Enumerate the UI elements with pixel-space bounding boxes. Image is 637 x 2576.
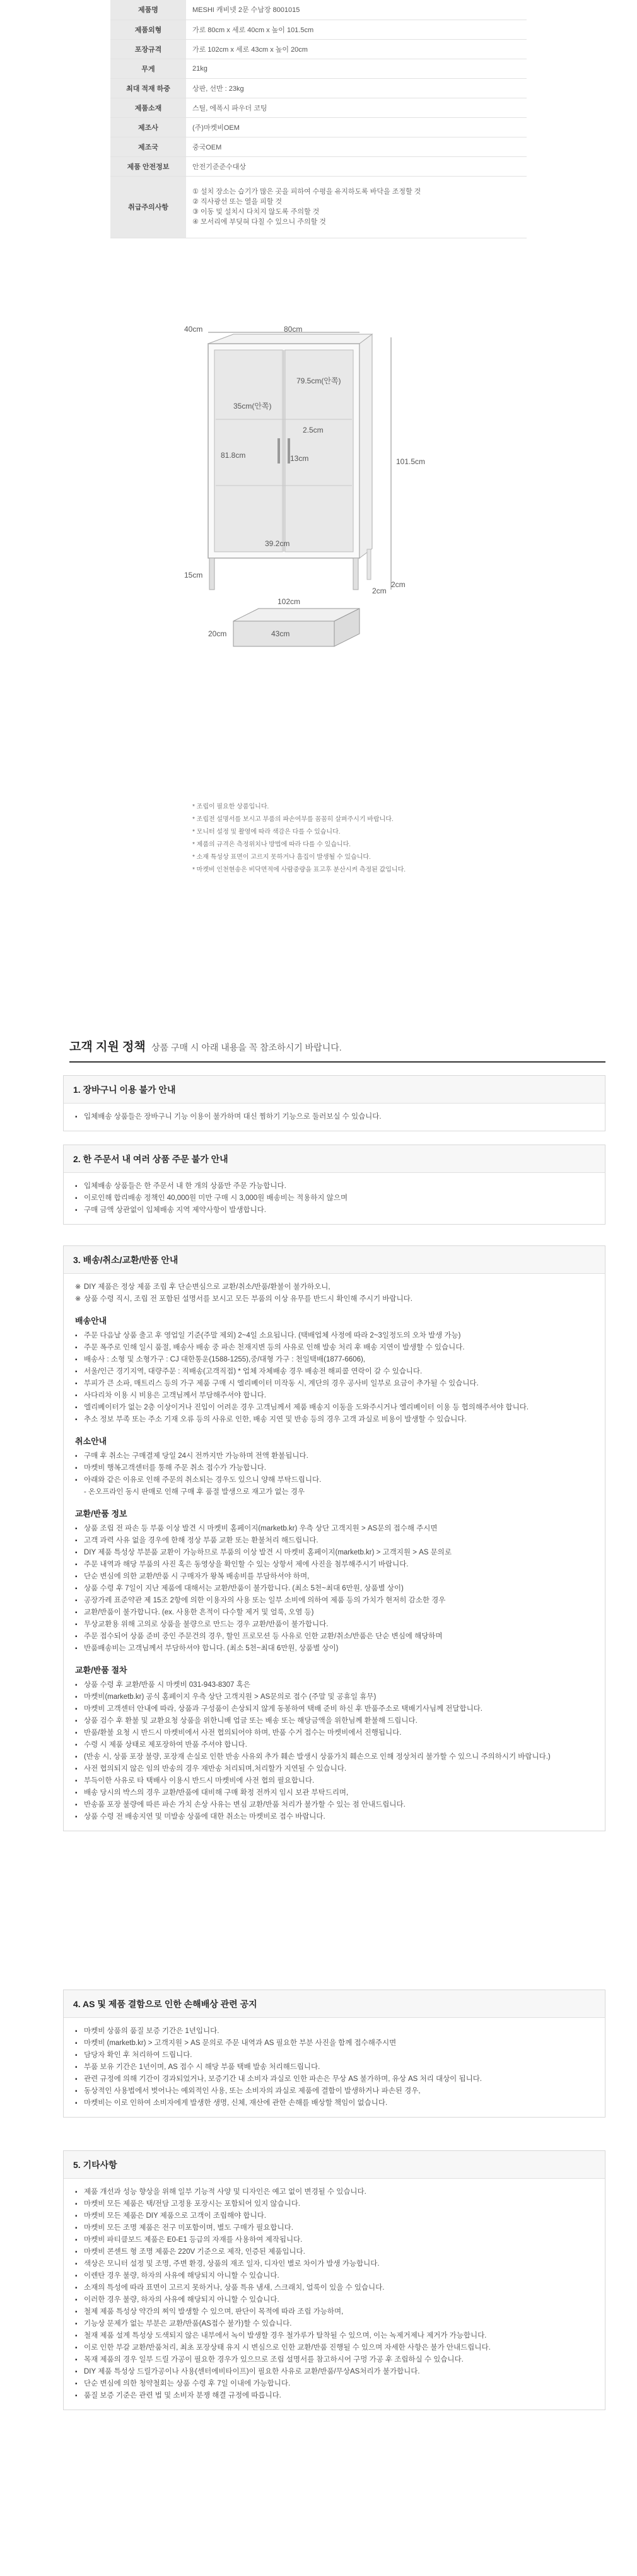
notes-list [192,801,457,877]
spec-row [110,59,527,78]
list-item: ▪ 제품 개선과 성능 향상을 위해 일부 기능적 사양 및 디자인은 예고 없이 변경될 수 있습니다. [75,2186,593,2198]
note-item: * 소재 특성상 표면이 고르지 못하거나 흠집이 발생될 수 있습니다. [192,854,371,861]
list-item: ▪ 공장가레 표준약관 제 15조 2항에 의한 이용자의 사용 또는 일부 소비에 의하여 제품 등의 가치가 현저히 감소한 경우 [75,1595,593,1607]
dimension-drawing [170,325,498,665]
dim-inner-height: 81.8cm [221,451,246,460]
list-item: ▪ 부피가 큰 소파, 매트리스 등의 가구 제품 구매 시 엘리베이터 미작동 시, 계단의 경우 공사비 일부로 요금이 추가될 수 있습니다. [75,1378,593,1390]
list-item: ▪ 구매 후 취소는 구매결제 당일 24시 전까지만 가능하며 전액 환불됩니다. [75,1450,593,1462]
notes-box [192,801,457,877]
list-item: ▪ 무상교환용 위해 고의로 상품을 불량으로 만드는 경우 교환/반품이 불가합니다. [75,1619,593,1631]
section-single-order [63,1145,605,1225]
list-item: ▪ 주문 내역과 해당 부품의 사진 혹은 동영상을 확인할 수 있는 상항서 제에 사진을 첨부해주시기 바랍니다. [75,1559,593,1571]
list-item: ▪ 마켓비 (marketb.kr) > 고객지원 > AS 문의로 주문 내역과 AS 필요한 부분 사진을 함께 접수해주시면 [75,2037,593,2049]
list-item: ▪ 아래와 같은 이유로 인해 주문의 취소되는 경우도 있으니 양해 부탁드립니다. [75,1474,593,1486]
list-item: ▪ 상품 수령 후 7일이 지난 제품에 대해서는 교환/반품이 불가합니다. (최소 5천~최대 6만원, 상품별 상이) [75,1583,593,1595]
section-title: 3. 배송/취소/교환/반품 안내 [64,1246,605,1274]
list-item: ▪ 반품/환불 요청 시 반드시 마켓비에서 사전 협의되어야 하며, 반품 수거 접수는 마켓비에서 진행됩니다. [75,1727,593,1739]
list-item: ▪ 담당자 확인 후 처리하여 드립니다. [75,2049,593,2061]
list-item: ▪ 구매 금액 상관없이 입체배송 지역 제약사항이 발생합니다. [75,1204,593,1216]
cancel-list [75,1450,593,1498]
dim-height: 101.5cm [396,457,426,466]
support-title: 고객 지원 정책 [69,1040,146,1054]
list-item: ▪ 주문 폭주로 인해 일시 품절, 배송사 배송 중 파손 천재지변 등의 사유로 인해 발송 처리 후 배송 지연이 발생할 수 있습니다. [75,1342,593,1354]
dim-width: 80cm [284,325,303,334]
spec-value: 가로 80cm x 세로 40cm x 높이 101.5cm [186,20,527,39]
list-item: ▪ 반품배송비는 고객님께서 부담하셔야 합니다. (최소 5천~최대 6만원, 상품별 상이) [75,1643,593,1655]
section-etc [63,2150,605,2410]
list-item: ▪ 마켓비 고객센터 안내에 따라, 상품과 구성품이 손상되지 않게 동봉하여 택배 준비 하신 후 반품주소로 택배기사님께 전달합니다. [75,1703,593,1715]
caution-item: ④ 모서리에 부딪혀 다칠 수 있으니 주의할 것 [192,218,326,226]
list-item: ▪ 입체배송 상품들은 장바구니 기능 이용이 불가하며 대신 찜하기 기능으로 둘러보실 수 있습니다. [75,1111,593,1123]
list-item: ▪ 수령 시 제품 상태로 제포장하여 반품 주셔야 합니다. [75,1739,593,1751]
spec-table-wrap [110,0,527,238]
exchange-list [75,1523,593,1655]
spec-row [110,78,527,98]
etc-list [75,2186,593,2402]
spec-row [110,137,527,156]
list-item: ▪ 이러한 경우 불량, 하자의 사유에 해당되지 아니할 수 있습니다. [75,2294,593,2306]
list-item: ▪ 입체배송 상품들은 한 주문서 내 한 개의 상품만 주문 가능합니다. [75,1180,593,1192]
list-item: ▪ 단순 변심에 의한 청약철회는 상품 수령 후 7일 이내에 가능합니다. [75,2378,593,2390]
spec-row [110,156,527,176]
section-title: 5. 기타사항 [64,2151,605,2179]
list-item: - 온오프라인 동시 판매로 인해 구매 후 품절 발생으로 재고가 없는 경우 [84,1488,305,1496]
spec-label: 제품소재 [110,98,186,117]
list-item: ▪ 사다리차 이용 시 비용은 고객님께서 부담해주셔야 합니다. [75,1390,593,1402]
list-item: ▪ 마켓비 모든 제품은 DIY 제품으로 고객이 조립해야 합니다. [75,2210,593,2222]
list-item: ▪ 상품 수령 전 배송지연 및 미발송 상품에 대한 취소는 마켓비로 접수 바랍니다. [75,1811,593,1823]
list-item: ▪ 마켓비 파티클보드 제품은 E0-E1 등급의 자재를 사용하여 제작됩니다. [75,2234,593,2246]
spec-label: 포장규격 [110,39,186,59]
dim-inner-depth: 35cm(안쪽) [233,402,272,411]
dim-depth: 40cm [184,325,203,334]
support-header [69,1037,605,1063]
section-title: 1. 장바구니 이용 불가 안내 [64,1076,605,1104]
list-item: ▪ 마켓비 모든 조명 제품은 전구 미포함이며, 별도 구매가 필요합니다. [75,2222,593,2234]
section-body [64,1173,605,1224]
spec-label: 취급주의사항 [110,176,186,238]
spec-label: 제조국 [110,137,186,156]
list-item: ▪ 마켓비(marketb.kr) 공식 홈페이지 우측 상단 고객지원 > AS문의로 접수 (주말 및 공휴일 휴무) [75,1691,593,1703]
list-item: ▪ DIY 제품 특성상 부분품 교환이 가능하므로 부품의 이상 발견 시 마켓비 홈페이지(marketb.kr) > 고객지원 > AS 문의로 [75,1547,593,1559]
spec-row [110,117,527,137]
list-item: ▪ 색상은 모니터 설정 및 조명, 주변 환경, 상품의 재조 일자, 디자인 별로 차이가 발생 가능합니다. [75,2258,593,2270]
dim-bottom-width: 39.2cm [265,539,290,548]
list-item: ▪ 단순 변심에 의한 교환/반품 시 구매자가 왕복 배송비를 부담하셔야 하며, [75,1571,593,1583]
list-item: ▪ 이로인해 합리배송 정책인 40,000원 미만 구매 시 3,000원 배송비는 적용하지 않으며 [75,1192,593,1204]
spec-row [110,98,527,117]
list-item: ▪ 마켓비 모든 제품은 택/전담 고정용 포장시는 포함되어 있지 않습니다. [75,2198,593,2210]
list-item: ▪ 이렌탄 경우 불량, 하자의 사유에 해당되지 아니할 수 있습니다. [75,2270,593,2282]
note-item: * 마켓비 인천현송은 비닥면적에 사람중량을 표고후 분산시켜 측정된 값입니다. [192,866,406,873]
list-item: ▪ 주문 접수되어 상품 준비 중인 주문건의 경우, 할인 프로모션 등 사유로 인한 교환/취소/반품은 단순 변심에 해당하며 [75,1631,593,1643]
exchange-title: 교환/반품 정보 [75,1509,127,1518]
list-item: ▪ 추소 정보 부족 또는 주소 기재 오류 등의 사유로 인한, 배송 지연 및 반송 등의 경우 고객 과실로 비용이 발생할 수 있습니다. [75,1414,593,1426]
list-item: ▪ 주문 다음날 상품 출고 후 영업일 기준(주말 제외) 2~4일 소요됩니다. (택배업체 사정에 따라 2~3일정도의 오차 발생 가능) [75,1330,593,1342]
list-item: ※ 상품 수령 직시, 조립 전 포함된 설명서를 보시고 모든 부품의 이상 유무를 반드시 확인해 주시기 바랍니다. [75,1293,593,1305]
spec-value: (주)마켓비OEM [186,117,527,137]
return-list [75,1679,593,1823]
list-item: ▪ 사전 협의되지 않은 임의 반송의 경우 재반송 처리되며,처리할가 지연될 수 있습니다. [75,1763,593,1775]
list-item: ▪ 교환/반품이 불가합니다. (ex. 사용한 흔적이 다수할 제거 및 얼룩, 오염 등) [75,1607,593,1619]
dim-leg-size-b: 2cm [391,580,406,589]
dim-box-width: 102cm [278,597,301,606]
section-body [64,2179,605,2410]
spec-value: 상판, 선반 : 23kg [186,78,527,98]
spec-label: 제품외형 [110,20,186,39]
cancel-title: 취소안내 [75,1437,107,1446]
list-item: ▪ 고객 과력 사유 없을 경우에 한해 정상 부품 교환 또는 환불처리 해드립니다. [75,1535,593,1547]
section-body [64,2018,605,2117]
section-title: 4. AS 및 제품 결함으로 인한 손해배상 관련 공지 [64,1990,605,2018]
section-title: 2. 한 주문서 내 여러 상품 주문 불가 안내 [64,1145,605,1173]
spec-value: 중국OEM [186,137,527,156]
support-subtitle: 상품 구매 시 아래 내용을 꼭 참조하시기 바랍니다. [151,1042,342,1052]
spec-label: 제품명 [110,0,186,20]
dim-leg-height: 15cm [184,571,203,580]
spec-row [110,20,527,39]
list-item: ▪ 배송사 : 소형 및 소형가구 : CJ 대한통운(1588-1255),중/대형 가구 : 천일택배(1877-6606), [75,1354,593,1366]
dim-box-depth: 43cm [271,629,290,638]
list-item: ※ DIY 제품은 정상 제품 조립 후 단순변심으로 교환/취소/반품/환불이 불가하오니, [75,1281,593,1293]
spec-caution-value [186,176,527,238]
caution-item: ② 직사광선 또는 열을 피할 것 [192,198,283,206]
list-item: ▪ (반송 시, 상품 포장 불량, 포장재 손실로 인한 반송 사유외 추가 훼손 발생시 상품가치 훼손으로 인해 정상처리 불가할 수 있으니 주의하시기 바랍니다.) [75,1751,593,1763]
spec-row-caution [110,176,527,238]
list-item: ▪ 철재 제품 설계 특성상 도색되지 않은 내부에서 녹이 발생할 경우 철가루가 탈착될 수 있으며, 이는 녹제거제나 제거가 가능합니다. [75,2330,593,2342]
section-shipping [63,1245,605,1831]
list-item: ▪ 기능상 문제가 없는 부분은 교환/반품(AS접수 불가)할 수 있습니다. [75,2318,593,2330]
list-item: ▪ 마켓비 상품의 품질 보증 기간은 1년입니다. [75,2025,593,2037]
caution-list [192,184,520,230]
caution-item: ③ 이동 및 설치시 다치지 않도록 주의할 것 [192,208,320,216]
note-item: * 모니터 설정 및 촬영에 따라 색감은 다를 수 있습니다. [192,829,341,836]
list-item: ▪ 소재의 특성에 따라 표면이 고르지 못하거나, 상품 특유 냄새, 스크래치, 얼룩이 있을 수 있습니다. [75,2282,593,2294]
spec-value: 스틸, 에폭시 파우더 코팅 [186,98,527,117]
list-item: ▪ 엘리베이터가 없는 2층 이상이거나 진입이 어려운 경우 고객님께서 제품 배송지 이동을 도와주시거나 엘리베이터 이용 등 협의해주셔야 합니다. [75,1402,593,1414]
note-item: * 제품의 규격은 측정위치나 방법에 따라 다를 수 있습니다. [192,841,351,848]
note-item: * 조립전 설명서를 보시고 부품의 파손여부를 꼼꼼히 살펴주시기 바랍니다. [192,816,394,823]
list-item: ▪ 부득이한 사유로 타 택배사 이용시 반드시 마켓비에 사전 협의 필요합니다. [75,1775,593,1787]
list-item: ▪ DIY 제품 특성상 드릴가공이나 사용(센터에비타이프)이 필요한 사유로 교환/반품/무상AS처리가 불가합니다. [75,2366,593,2378]
shipping-title: 배송안내 [75,1316,107,1326]
dim-shelf-height: 13cm [290,454,309,463]
dim-leg-size-a: 2cm [372,586,387,595]
spec-label: 최대 적재 하중 [110,78,186,98]
list-item: ▪ 이로 인한 부갈 교환/반품처리, 최초 포장상태 유지 시 변심으로 인한 교환/반품 진행될 수 있으며 자세한 사항은 불가 안내드립니다. [75,2342,593,2354]
dim-inner-width: 79.5cm(안쪽) [296,376,341,385]
spec-value: 21kg [186,59,527,78]
list-item: ▪ 동상적인 사용법에서 벗어나는 예외적인 사용, 또는 소비자의 과실로 제품에 결함이 발생하거나 파손된 경우, [75,2085,593,2097]
dim-gap: 2.5cm [303,426,324,434]
dim-box-height: 20cm [208,629,227,638]
section-body [64,1274,605,1831]
spec-row [110,39,527,59]
item-list [75,1111,593,1123]
spec-label: 무게 [110,59,186,78]
spec-label: 제품 안전정보 [110,156,186,176]
list-item: ▪ 품질 보증 기준은 관련 법 및 소비자 분쟁 해결 규정에 따릅니다. [75,2390,593,2402]
spec-table [110,0,527,238]
list-item: ▪ 부품 보유 기간은 1년이며, AS 접수 시 해당 부품 택배 발송 처리해드립니다. [75,2061,593,2073]
section-cart [63,1075,605,1131]
list-item: ▪ 마켓비 콘센트 형 조명 제품은 220V 기준으로 제작, 인증된 제품입니다. [75,2246,593,2258]
spec-row [110,0,527,20]
list-item: ▪ 서울/인근 경기지역, 대량주문 : 직배송(고객직접) * 업체 자체배송 경우 배송전 해피콜 연락이 갈 수 있습니다. [75,1366,593,1378]
section-body [64,1104,605,1131]
spec-value: MESHI 캐비넷 2문 수납장 8001015 [186,0,527,20]
list-item: ▪ 관련 규정에 의해 기간이 경과되었거나, 보증기간 내 소비자 과실로 인한 파손은 무상 AS 불가하며, 유상 AS 처리 대상이 됩니다. [75,2073,593,2085]
warning-list [75,1281,593,1305]
item-list [75,1180,593,1216]
section-as [63,1990,605,2118]
caution-item: ① 설치 장소는 습기가 많은 곳을 피하여 수평을 유지하도록 바닥을 조정할 것 [192,188,421,195]
spec-label: 제조사 [110,117,186,137]
list-item: ▪ 마켓비는 이로 인하여 소비자에게 발생한 생명, 신체, 재산에 관한 손해를 배상할 책임이 없습니다. [75,2097,593,2109]
list-item: ▪ 마켓비 행복고객센터를 통해 주문 취소 접수가 가능합니다. [75,1462,593,1474]
spec-value: 안전기준준수대상 [186,156,527,176]
return-title: 교환/반품 절차 [75,1665,127,1675]
spec-value: 가로 102cm x 세로 43cm x 높이 20cm [186,39,527,59]
list-item: ▪ 철제 제품 특성상 약간의 찌익 발생할 수 있으며, 판단이 목적에 따라 조립 가능하며, [75,2306,593,2318]
list-item: ▪ 목재 제품의 경우 일부 드릴 가공이 필요한 경우가 있으므로 조립 설명서를 참고하시어 구멍 가공 후 조립하실 수 있습니다. [75,2354,593,2366]
list-item: ▪ 상품 검수 후 환불 및 교환요청 상품을 위한니배 업글 또는 배송 또는 해당금액을 위한님께 환불해 드립니다. [75,1715,593,1727]
list-item: ▪ 반송품 포장 불량에 따른 파손 가치 손상 사유는 변심 교환/반품 처리가 불가할 수 있는 점 안내드립니다. [75,1799,593,1811]
note-item: * 조립이 필요한 상품입니다. [192,803,269,810]
list-item: ▪ 상품 수령 후 교환/반품 시 마켓비 031-943-8307 혹은 [75,1679,593,1691]
list-item: ▪ 배송 당시의 박스의 경우 교환/반품에 대비해 구매 확정 전까지 임시 보관 부탁드리며, [75,1787,593,1799]
as-list [75,2025,593,2109]
list-item: ▪ 상품 조립 전 파손 등 부품 이상 발견 시 마켓비 홈페이지(marketb.kr) 우측 상단 고객지원 > AS문의 접수해 주시면 [75,1523,593,1535]
shipping-list [75,1330,593,1426]
